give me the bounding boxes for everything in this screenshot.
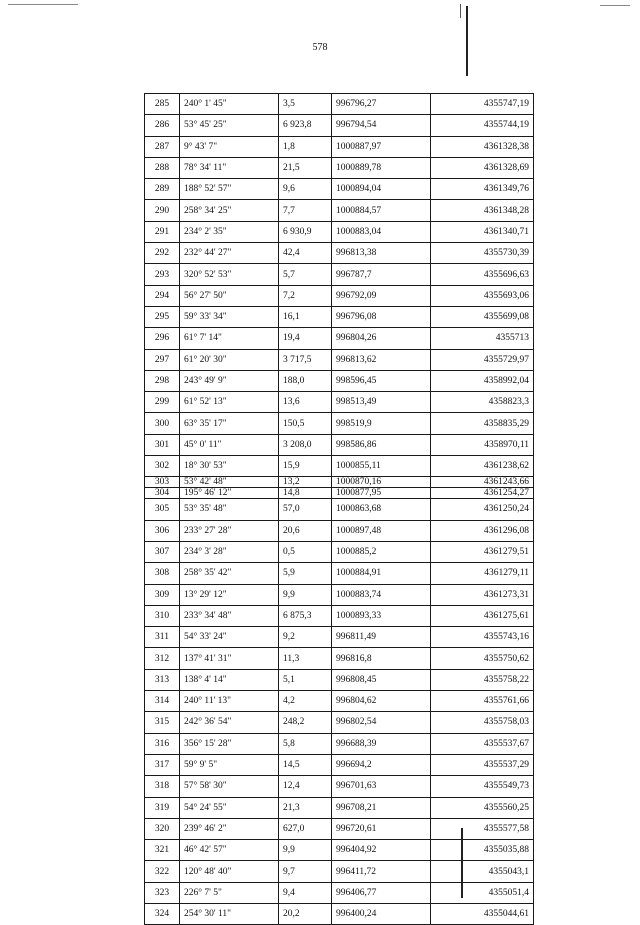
x-coordinate-cell: 996404,92 <box>332 840 431 861</box>
point-number-cell: 310 <box>145 605 180 626</box>
direction-angle-cell: 54° 33' 24" <box>180 627 279 648</box>
length-cell: 6 923,8 <box>279 115 332 136</box>
direction-angle-cell: 54° 24' 55" <box>180 797 279 818</box>
direction-angle-cell: 240° 11' 13" <box>180 691 279 712</box>
y-coordinate-cell: 4355043,1 <box>431 861 534 882</box>
y-coordinate-cell: 4355699,08 <box>431 306 534 327</box>
length-cell: 188,0 <box>279 370 332 391</box>
point-number-cell: 300 <box>145 413 180 434</box>
direction-angle-cell: 9° 43' 7" <box>180 136 279 157</box>
table-row <box>145 370 534 391</box>
point-number-cell: 311 <box>145 627 180 648</box>
direction-angle-cell: 53° 45' 25" <box>180 115 279 136</box>
length-cell: 248,2 <box>279 712 332 733</box>
x-coordinate-cell: 996406,77 <box>332 882 431 903</box>
point-number-cell: 323 <box>145 882 180 903</box>
length-cell: 13,6 <box>279 392 332 413</box>
direction-angle-cell: 243° 49' 9" <box>180 370 279 391</box>
table-row <box>145 903 534 924</box>
direction-angle-cell: 45° 0' 11" <box>180 434 279 455</box>
table-row <box>145 392 534 413</box>
point-number-cell: 297 <box>145 349 180 370</box>
table-row <box>145 115 534 136</box>
table-row <box>145 520 534 541</box>
x-coordinate-cell: 996796,27 <box>332 94 431 115</box>
table-row <box>145 882 534 903</box>
point-number-cell: 320 <box>145 818 180 839</box>
table-row <box>145 179 534 200</box>
table-row <box>145 136 534 157</box>
x-coordinate-cell: 996816,8 <box>332 648 431 669</box>
y-coordinate-cell: 4355750,62 <box>431 648 534 669</box>
scan-artifact <box>600 5 630 6</box>
x-coordinate-cell: 1000883,74 <box>332 584 431 605</box>
table-row <box>145 243 534 264</box>
point-number-cell: 291 <box>145 221 180 242</box>
direction-angle-cell: 120° 48' 40" <box>180 861 279 882</box>
x-coordinate-cell: 996804,62 <box>332 691 431 712</box>
point-number-cell: 288 <box>145 157 180 178</box>
point-number-cell: 290 <box>145 200 180 221</box>
length-cell: 3 208,0 <box>279 434 332 455</box>
direction-angle-cell: 53° 42' 48" <box>180 477 279 488</box>
x-coordinate-cell: 996792,09 <box>332 285 431 306</box>
length-cell: 42,4 <box>279 243 332 264</box>
x-coordinate-cell: 1000893,33 <box>332 605 431 626</box>
x-coordinate-cell: 1000885,2 <box>332 541 431 562</box>
direction-angle-cell: 242° 36' 54" <box>180 712 279 733</box>
direction-angle-cell: 320° 52' 53" <box>180 264 279 285</box>
y-coordinate-cell: 4355577,58 <box>431 818 534 839</box>
point-number-cell: 285 <box>145 94 180 115</box>
direction-angle-cell: 59° 33' 34" <box>180 306 279 327</box>
table-row <box>145 434 534 455</box>
x-coordinate-cell: 1000877,95 <box>332 488 431 499</box>
length-cell: 150,5 <box>279 413 332 434</box>
direction-angle-cell: 46° 42' 57" <box>180 840 279 861</box>
y-coordinate-cell: 4361328,69 <box>431 157 534 178</box>
point-number-cell: 302 <box>145 456 180 477</box>
y-coordinate-cell: 4358823,3 <box>431 392 534 413</box>
table-row <box>145 563 534 584</box>
length-cell: 5,9 <box>279 563 332 584</box>
length-cell: 7,7 <box>279 200 332 221</box>
point-number-cell: 322 <box>145 861 180 882</box>
direction-angle-cell: 233° 34' 48" <box>180 605 279 626</box>
point-number-cell: 317 <box>145 754 180 775</box>
length-cell: 9,9 <box>279 840 332 861</box>
x-coordinate-cell: 1000870,16 <box>332 477 431 488</box>
x-coordinate-cell: 996813,38 <box>332 243 431 264</box>
length-cell: 13,2 <box>279 477 332 488</box>
point-number-cell: 304 <box>145 488 180 499</box>
y-coordinate-cell: 4361273,31 <box>431 584 534 605</box>
direction-angle-cell: 63° 35' 17" <box>180 413 279 434</box>
length-cell: 9,4 <box>279 882 332 903</box>
y-coordinate-cell: 4361243,66 <box>431 477 534 488</box>
direction-angle-cell: 239° 46' 2" <box>180 818 279 839</box>
y-coordinate-cell: 4361238,62 <box>431 456 534 477</box>
x-coordinate-cell: 1000863,68 <box>332 499 431 520</box>
length-cell: 4,2 <box>279 691 332 712</box>
table-row <box>145 669 534 690</box>
x-coordinate-cell: 998586,86 <box>332 434 431 455</box>
y-coordinate-cell: 4355549,73 <box>431 776 534 797</box>
x-coordinate-cell: 998513,49 <box>332 392 431 413</box>
point-number-cell: 312 <box>145 648 180 669</box>
length-cell: 12,4 <box>279 776 332 797</box>
x-coordinate-cell: 996694,2 <box>332 754 431 775</box>
x-coordinate-cell: 996804,26 <box>332 328 431 349</box>
x-coordinate-cell: 996688,39 <box>332 733 431 754</box>
x-coordinate-cell: 996794,54 <box>332 115 431 136</box>
length-cell: 3 717,5 <box>279 349 332 370</box>
x-coordinate-cell: 996411,72 <box>332 861 431 882</box>
length-cell: 1,8 <box>279 136 332 157</box>
point-number-cell: 298 <box>145 370 180 391</box>
x-coordinate-cell: 998596,45 <box>332 370 431 391</box>
point-number-cell: 309 <box>145 584 180 605</box>
y-coordinate-cell: 4361254,27 <box>431 488 534 499</box>
table-row <box>145 797 534 818</box>
y-coordinate-cell: 4355537,67 <box>431 733 534 754</box>
direction-angle-cell: 195° 46' 12" <box>180 488 279 499</box>
y-coordinate-cell: 4355729,97 <box>431 349 534 370</box>
table-row <box>145 328 534 349</box>
point-number-cell: 296 <box>145 328 180 349</box>
y-coordinate-cell: 4355743,16 <box>431 627 534 648</box>
y-coordinate-cell: 4361328,38 <box>431 136 534 157</box>
point-number-cell: 299 <box>145 392 180 413</box>
x-coordinate-cell: 996811,49 <box>332 627 431 648</box>
y-coordinate-cell: 4361349,76 <box>431 179 534 200</box>
x-coordinate-cell: 996813,62 <box>332 349 431 370</box>
x-coordinate-cell: 996787,7 <box>332 264 431 285</box>
table-row <box>145 221 534 242</box>
table-row <box>145 200 534 221</box>
table-row <box>145 541 534 562</box>
length-cell: 5,8 <box>279 733 332 754</box>
length-cell: 9,2 <box>279 627 332 648</box>
length-cell: 21,5 <box>279 157 332 178</box>
point-number-cell: 289 <box>145 179 180 200</box>
point-number-cell: 293 <box>145 264 180 285</box>
margin-rule-top <box>466 6 468 76</box>
x-coordinate-cell: 998519,9 <box>332 413 431 434</box>
direction-angle-cell: 138° 4' 14" <box>180 669 279 690</box>
direction-angle-cell: 61° 20' 30" <box>180 349 279 370</box>
x-coordinate-cell: 1000897,48 <box>332 520 431 541</box>
x-coordinate-cell: 996701,63 <box>332 776 431 797</box>
point-number-cell: 324 <box>145 903 180 924</box>
direction-angle-cell: 226° 7' 5" <box>180 882 279 903</box>
table-row <box>145 264 534 285</box>
table-row <box>145 94 534 115</box>
table-row <box>145 861 534 882</box>
table-row <box>145 584 534 605</box>
direction-angle-cell: 53° 35' 48" <box>180 499 279 520</box>
x-coordinate-cell: 996720,61 <box>332 818 431 839</box>
x-coordinate-cell: 996708,21 <box>332 797 431 818</box>
point-number-cell: 316 <box>145 733 180 754</box>
direction-angle-cell: 18° 30' 53" <box>180 456 279 477</box>
direction-angle-cell: 258° 34' 25" <box>180 200 279 221</box>
y-coordinate-cell: 4355035,88 <box>431 840 534 861</box>
coordinates-table <box>144 93 534 925</box>
y-coordinate-cell: 4355713 <box>431 328 534 349</box>
page-number: 578 <box>312 42 328 53</box>
y-coordinate-cell: 4361340,71 <box>431 221 534 242</box>
table-row <box>145 627 534 648</box>
table-row <box>145 413 534 434</box>
point-number-cell: 314 <box>145 691 180 712</box>
table-row <box>145 285 534 306</box>
scan-artifact <box>8 4 78 5</box>
length-cell: 14,5 <box>279 754 332 775</box>
table-row <box>145 776 534 797</box>
x-coordinate-cell: 996796,08 <box>332 306 431 327</box>
length-cell: 21,3 <box>279 797 332 818</box>
point-number-cell: 301 <box>145 434 180 455</box>
y-coordinate-cell: 4361275,61 <box>431 605 534 626</box>
direction-angle-cell: 356° 15' 28" <box>180 733 279 754</box>
y-coordinate-cell: 4361279,51 <box>431 541 534 562</box>
length-cell: 20,6 <box>279 520 332 541</box>
table-row <box>145 754 534 775</box>
length-cell: 6 875,3 <box>279 605 332 626</box>
direction-angle-cell: 233° 27' 28" <box>180 520 279 541</box>
direction-angle-cell: 234° 2' 35" <box>180 221 279 242</box>
table-row <box>145 818 534 839</box>
table-row <box>145 840 534 861</box>
x-coordinate-cell: 996802,54 <box>332 712 431 733</box>
y-coordinate-cell: 4361348,28 <box>431 200 534 221</box>
y-coordinate-cell: 4355744,19 <box>431 115 534 136</box>
x-coordinate-cell: 1000889,78 <box>332 157 431 178</box>
margin-rule-top-short <box>460 4 461 18</box>
direction-angle-cell: 61° 7' 14" <box>180 328 279 349</box>
point-number-cell: 306 <box>145 520 180 541</box>
y-coordinate-cell: 4358835,29 <box>431 413 534 434</box>
direction-angle-cell: 56° 27' 50" <box>180 285 279 306</box>
point-number-cell: 319 <box>145 797 180 818</box>
direction-angle-cell: 232° 44' 27" <box>180 243 279 264</box>
direction-angle-cell: 61° 52' 13" <box>180 392 279 413</box>
y-coordinate-cell: 4355747,19 <box>431 94 534 115</box>
point-number-cell: 313 <box>145 669 180 690</box>
length-cell: 627,0 <box>279 818 332 839</box>
y-coordinate-cell: 4358992,04 <box>431 370 534 391</box>
point-number-cell: 294 <box>145 285 180 306</box>
length-cell: 9,7 <box>279 861 332 882</box>
y-coordinate-cell: 4355051,4 <box>431 882 534 903</box>
direction-angle-cell: 57° 58' 30" <box>180 776 279 797</box>
direction-angle-cell: 254° 30' 11" <box>180 903 279 924</box>
direction-angle-cell: 59° 9' 5" <box>180 754 279 775</box>
length-cell: 57,0 <box>279 499 332 520</box>
x-coordinate-cell: 1000883,04 <box>332 221 431 242</box>
point-number-cell: 308 <box>145 563 180 584</box>
table-row <box>145 157 534 178</box>
x-coordinate-cell: 1000855,11 <box>332 456 431 477</box>
point-number-cell: 295 <box>145 306 180 327</box>
table-row <box>145 712 534 733</box>
table-row <box>145 648 534 669</box>
x-coordinate-cell: 1000884,57 <box>332 200 431 221</box>
point-number-cell: 287 <box>145 136 180 157</box>
length-cell: 3,5 <box>279 94 332 115</box>
y-coordinate-cell: 4355537,29 <box>431 754 534 775</box>
table-row <box>145 499 534 520</box>
direction-angle-cell: 258° 35' 42" <box>180 563 279 584</box>
point-number-cell: 292 <box>145 243 180 264</box>
y-coordinate-cell: 4355044,61 <box>431 903 534 924</box>
table-row <box>145 456 534 477</box>
y-coordinate-cell: 4361279,11 <box>431 563 534 584</box>
point-number-cell: 315 <box>145 712 180 733</box>
table-row <box>145 306 534 327</box>
x-coordinate-cell: 1000884,91 <box>332 563 431 584</box>
length-cell: 6 930,9 <box>279 221 332 242</box>
y-coordinate-cell: 4355758,03 <box>431 712 534 733</box>
length-cell: 9,9 <box>279 584 332 605</box>
point-number-cell: 307 <box>145 541 180 562</box>
y-coordinate-cell: 4361250,24 <box>431 499 534 520</box>
x-coordinate-cell: 996400,24 <box>332 903 431 924</box>
y-coordinate-cell: 4355693,06 <box>431 285 534 306</box>
length-cell: 0,5 <box>279 541 332 562</box>
direction-angle-cell: 78° 34' 11" <box>180 157 279 178</box>
direction-angle-cell: 137° 41' 31" <box>180 648 279 669</box>
table-row <box>145 733 534 754</box>
x-coordinate-cell: 996808,45 <box>332 669 431 690</box>
length-cell: 15,9 <box>279 456 332 477</box>
table-row <box>145 605 534 626</box>
length-cell: 20,2 <box>279 903 332 924</box>
x-coordinate-cell: 1000887,97 <box>332 136 431 157</box>
y-coordinate-cell: 4355761,66 <box>431 691 534 712</box>
table-row <box>145 488 534 499</box>
table-row <box>145 691 534 712</box>
y-coordinate-cell: 4361296,08 <box>431 520 534 541</box>
table-row <box>145 349 534 370</box>
point-number-cell: 303 <box>145 477 180 488</box>
length-cell: 5,1 <box>279 669 332 690</box>
length-cell: 5,7 <box>279 264 332 285</box>
direction-angle-cell: 188° 52' 57" <box>180 179 279 200</box>
direction-angle-cell: 234° 3' 28" <box>180 541 279 562</box>
length-cell: 9,6 <box>279 179 332 200</box>
length-cell: 7,2 <box>279 285 332 306</box>
length-cell: 14,8 <box>279 488 332 499</box>
point-number-cell: 318 <box>145 776 180 797</box>
point-number-cell: 286 <box>145 115 180 136</box>
length-cell: 16,1 <box>279 306 332 327</box>
coordinates-table-body <box>145 94 534 925</box>
direction-angle-cell: 240° 1' 45" <box>180 94 279 115</box>
y-coordinate-cell: 4358970,11 <box>431 434 534 455</box>
length-cell: 19,4 <box>279 328 332 349</box>
length-cell: 11,3 <box>279 648 332 669</box>
table-row <box>145 477 534 488</box>
x-coordinate-cell: 1000894,04 <box>332 179 431 200</box>
y-coordinate-cell: 4355758,22 <box>431 669 534 690</box>
y-coordinate-cell: 4355560,25 <box>431 797 534 818</box>
y-coordinate-cell: 4355696,63 <box>431 264 534 285</box>
point-number-cell: 321 <box>145 840 180 861</box>
y-coordinate-cell: 4355730,39 <box>431 243 534 264</box>
direction-angle-cell: 13° 29' 12" <box>180 584 279 605</box>
point-number-cell: 305 <box>145 499 180 520</box>
